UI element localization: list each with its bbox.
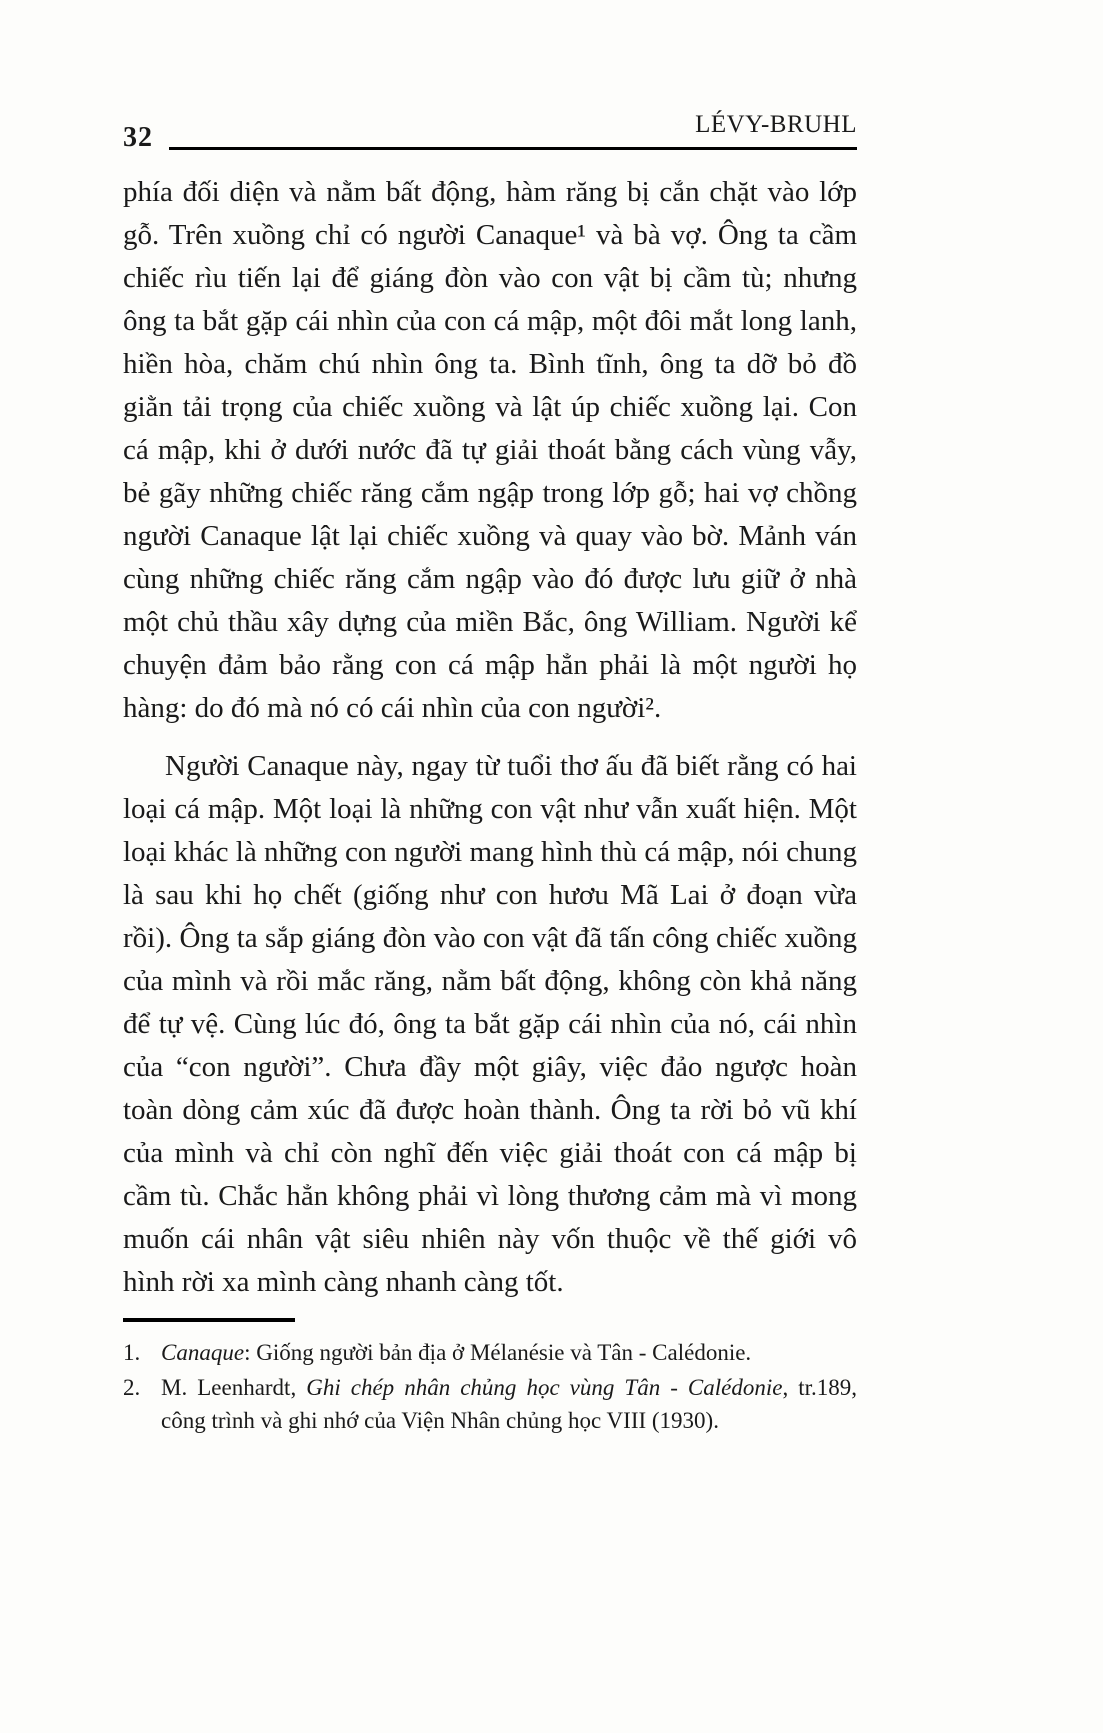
footnote-text (161, 1336, 857, 1369)
footnotes-section (123, 1318, 857, 1437)
footnote-prefix: M. Leenhardt, (161, 1375, 307, 1400)
footnote-number: 1. (123, 1340, 141, 1365)
footnote-rest: , tr.189, công trình và ghi nhớ của Viện Nhân chủng học VIII (1930). (161, 1375, 858, 1433)
page-header (123, 111, 857, 153)
body-text (123, 171, 857, 1304)
footnote-italic-term: Canaque (161, 1340, 245, 1365)
footnote-2 (123, 1371, 857, 1437)
footnote-1 (123, 1336, 857, 1369)
footnote-italic-title: Ghi chép nhân chủng học vùng Tân - Calédonie (306, 1375, 783, 1400)
header-rule (169, 112, 857, 150)
footnote-number: 2. (123, 1375, 141, 1400)
page-number: 32 (123, 122, 153, 153)
paragraph-1: phía đối diện và nằm bất động, hàm răng bị cắn chặt vào lớp gỗ. Trên xuồng chỉ có người Canaque¹ và bà vợ. Ông ta cầm chiếc rìu tiến lại để giáng đòn vào con vật bị cầm tù; nhưng ông ta bắt gặp cái nhìn của con cá mập, một đôi mắt long lanh, hiền hòa, chăm chú nhìn ông ta. Bình tĩnh, ông ta dỡ bỏ đồ giằn tải trọng của chiếc xuồng và lật úp chiếc xuồng lại. Con cá mập, khi ở dưới nước đã tự giải thoát bằng cách vùng vẫy, bẻ gãy những chiếc răng cắm ngập trong lớp gỗ; hai vợ chồng người Canaque lật lại chiếc xuồng và quay vào bờ. Mảnh ván cùng những chiếc răng cắm ngập vào đó được lưu giữ ở nhà một chủ thầu xây dựng của miền Bắc, ông William. Người kể chuyện đảm bảo rằng con cá mập hẳn phải là một người họ hàng: do đó mà nó có cái nhìn của con người². (123, 176, 857, 724)
footnote-rule (123, 1318, 295, 1322)
footnote-text (161, 1371, 857, 1437)
running-head: LÉVY-BRUHL (695, 111, 857, 138)
paragraph-2: Người Canaque này, ngay từ tuổi thơ ấu đã biết rằng có hai loại cá mập. Một loại là những con vật như vẫn xuất hiện. Một loại khác là những con người mang hình thù cá mập, nói chung là sau khi họ chết (giống như con hươu Mã Lai ở đoạn vừa rồi). Ông ta sắp giáng đòn vào con vật đã tấn công chiếc xuồng của mình và rồi mắc răng, nằm bất động, không còn khả năng để tự vệ. Cùng lúc đó, ông ta bắt gặp cái nhìn của nó, cái nhìn của “con người”. Chưa đầy một giây, việc đảo ngược hoàn toàn dòng cảm xúc đã được hoàn thành. Ông ta rời bỏ vũ khí của mình và chỉ còn nghĩ đến việc giải thoát con cá mập bị cầm tù. Chắc hẳn không phải vì lòng thương cảm mà vì mong muốn cái nhân vật siêu nhiên này vốn thuộc về thế giới vô hình rời xa mình càng nhanh càng tốt. (123, 750, 857, 1298)
footnote-rest: : Giống người bản địa ở Mélanésie và Tân - Calédonie. (244, 1340, 752, 1365)
